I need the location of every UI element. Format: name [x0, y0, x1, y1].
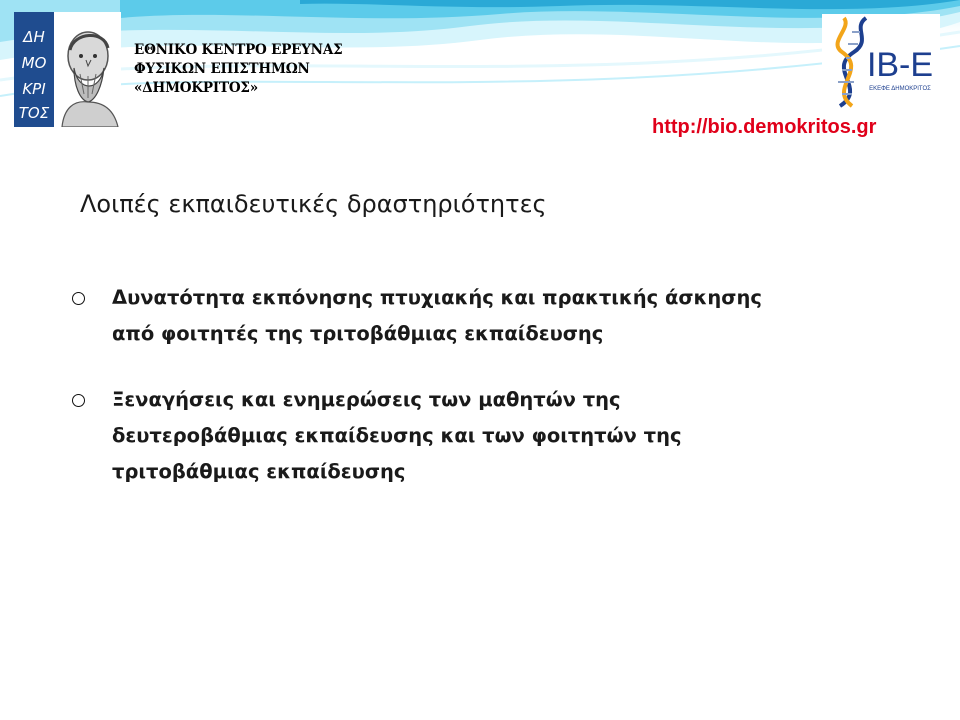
bullet-2-line-3: τριτοβάθμιας εκπαίδευσης: [112, 460, 406, 483]
bullet-list: [72, 280, 932, 520]
slide-heading: Λοιπές εκπαιδευτικές δραστηριότητες: [80, 190, 547, 218]
institute-line-3: «ΔΗΜΟΚΡΙΤΟΣ»: [134, 80, 258, 96]
circle-bullet-icon: [72, 394, 85, 407]
bullet-2-line-2: δευτεροβάθμιας εκπαίδευσης και των φοιτητών της: [112, 424, 682, 447]
circle-bullet-icon: [72, 292, 85, 305]
svg-text:ΜΟ: ΜΟ: [21, 54, 47, 72]
svg-text:IB-E: IB-E: [866, 46, 934, 84]
list-item: [72, 382, 932, 490]
demokritos-bust-logo-icon: [14, 12, 121, 127]
website-url[interactable]: http://bio.demokritos.gr: [652, 116, 877, 138]
institute-line-2: ΦΥΣΙΚΩΝ ΕΠΙΣΤΗΜΩΝ: [134, 61, 310, 77]
bullet-1-line-1: Δυνατότητα εκπόνησης πτυχιακής και πρακτικής άσκησης: [112, 286, 762, 309]
list-item: [72, 280, 932, 352]
svg-text:ΤΟΣ: ΤΟΣ: [18, 104, 50, 122]
ibe-dna-logo-icon: [822, 14, 940, 110]
svg-text:ΔΗ: ΔΗ: [23, 28, 45, 46]
bullet-2-line-1: Ξεναγήσεις και ενημερώσεις των μαθητών της: [112, 388, 621, 411]
svg-text:ΕΚΕΦΕ ΔΗΜΟΚΡΙΤΟΣ: ΕΚΕΦΕ ΔΗΜΟΚΡΙΤΟΣ: [869, 86, 931, 92]
institute-name: [134, 41, 342, 98]
institute-line-1: ΕΘΝΙΚΟ ΚΕΝΤΡΟ ΕΡΕΥΝΑΣ: [134, 42, 343, 58]
bullet-1-line-2: από φοιτητές της τριτοβάθμιας εκπαίδευσης: [112, 322, 604, 345]
svg-text:ΚΡΙ: ΚΡΙ: [22, 80, 46, 98]
